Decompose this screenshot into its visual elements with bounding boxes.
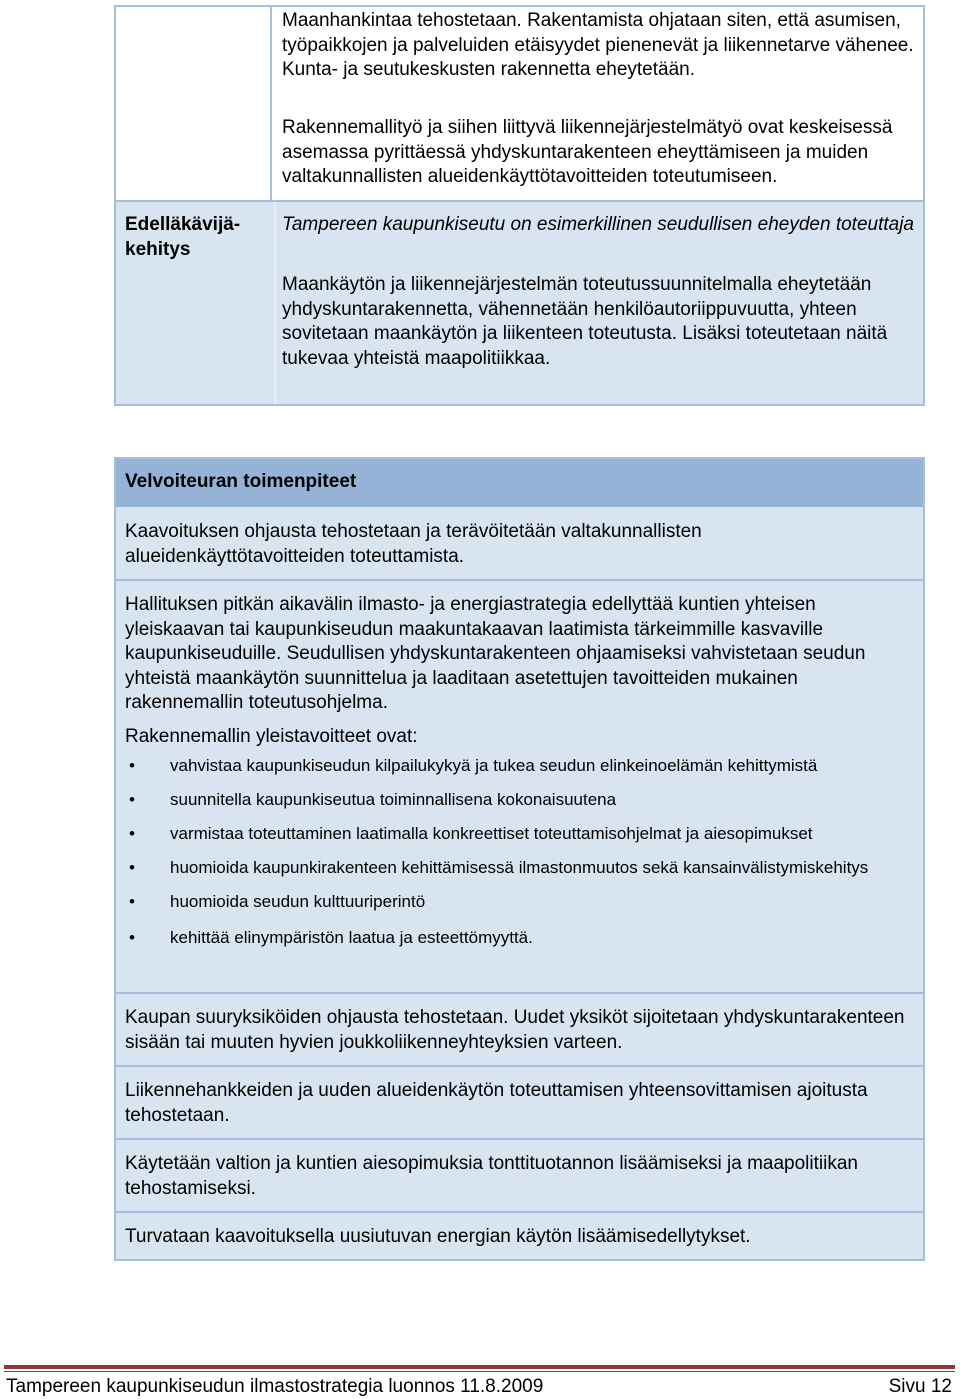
table-row-text: Turvataan kaavoituksella uusiutuvan energian käytön lisäämisedellytykset.	[125, 1226, 751, 1247]
footer-rule	[4, 1365, 955, 1369]
row-divider	[116, 200, 923, 202]
bullet-icon: •	[129, 824, 135, 843]
row-divider	[116, 992, 923, 994]
row-divider	[116, 1138, 923, 1140]
bullet-icon: •	[129, 790, 135, 809]
measures-table-upper	[114, 5, 925, 406]
list-item: • varmistaa toteuttaminen laatimalla konkreettiset toteuttamisohjelmat ja aiesopimukset	[129, 824, 813, 843]
list-item: • huomioida kaupunkirakenteen kehittämisessä ilmastonmuutos sekä kansainvälistymiskehitys	[129, 858, 869, 877]
italic-lead-paragraph: Tampereen kaupunkiseutu on esimerkillinen seudullisen eheyden toteuttaja	[282, 214, 914, 235]
table-row-text: Kaavoituksen ohjausta tehostetaan ja terävöitetään valtakunnallisten alueidenkäyttötavoitteiden toteuttamista.	[125, 521, 702, 567]
list-item: • suunnitella kaupunkiseutua toiminnallisena kokonaisuutena	[129, 790, 617, 809]
bullet-icon: •	[129, 756, 135, 775]
row-divider	[116, 1211, 923, 1213]
page-number: Sivu 12	[888, 1376, 952, 1397]
footer-rule-thin	[4, 1371, 955, 1372]
empty-label-cell	[116, 7, 272, 200]
list-item: • huomioida seudun kulttuuriperintö	[129, 892, 426, 911]
list-item: • vahvistaa kaupunkiseudun kilpailukykyä ja tukea seudun elinkeinoelämän kehittymistä	[129, 756, 818, 775]
measures-table-obligations	[114, 457, 925, 1261]
row-divider	[116, 1065, 923, 1067]
bullet-icon: •	[129, 892, 135, 911]
paragraph: Maanhankintaa tehostetaan. Rakentamista ohjataan siten, että asumisen, työpaikkojen ja palveluiden etäisyydet pienenevät ja liikennetarve vähenee. Kunta- ja seutukeskusten rakennetta eheytetään.	[282, 10, 914, 80]
table-header	[116, 459, 923, 507]
table-row-text: Liikennehankkeiden ja uuden alueidenkäytön toteuttamisen yhteensovittamisen ajoitusta tehostetaan.	[125, 1080, 868, 1126]
list-intro: Rakennemallin yleistavoitteet ovat:	[125, 726, 418, 747]
row-divider	[116, 579, 923, 581]
paragraph: Rakennemallityö ja siihen liittyvä liikennejärjestelmätyö ovat keskeisessä asemassa pyrittäessä yhdyskuntarakenteen eheyttämiseen ja muiden valtakunnallisten alueidenkäyttötavoitteiden toteutumiseen.	[282, 117, 893, 187]
footer-document-title: Tampereen kaupunkiseudun ilmastostrategia luonnos 11.8.2009	[6, 1376, 544, 1397]
row-label-edellakavijakehitys: Edelläkävijä- kehitys	[125, 214, 241, 260]
table-title: Velvoiteuran toimenpiteet	[125, 471, 357, 492]
column-divider	[274, 202, 276, 404]
bullet-icon: •	[129, 858, 135, 877]
bullet-icon: •	[129, 928, 135, 947]
table-row-text: Hallituksen pitkän aikavälin ilmasto- ja energiastrategia edellyttää kuntien yhteisen yleiskaavan tai kaupunkiseudun maakuntakaavan laatimista tärkeimmille kasvaville kaupunkiseuduille. Seudullisen yhdyskuntarakenteen ohjaamiseksi vahvistetaan seudun yhteistä maankäytön suunnittelua ja laaditaan asetettujen tavoitteiden mukainen rakennemallin toteutusohjelma.	[125, 594, 866, 713]
goals-list	[125, 755, 915, 949]
table-row-text: Kaupan suuryksiköiden ohjausta tehostetaan. Uudet yksiköt sijoitetaan yhdyskuntarakenteen sisään tai muuten hyvien joukkoliikenneyhteyksien varteen.	[125, 1007, 905, 1053]
paragraph: Maankäytön ja liikennejärjestelmän toteutussuunnitelmalla eheytetään yhdyskuntarakennetta, vähennetään henkilöautoriippuvuutta, yhteen sovitetaan maankäytön ja liikenteen toteutusta. Lisäksi toteutetaan näitä tukevaa yhteistä maapolitiikkaa.	[282, 274, 888, 369]
table-row-text: Käytetään valtion ja kuntien aiesopimuksia tonttituotannon lisäämiseksi ja maapolitiikan tehostamiseksi.	[125, 1153, 858, 1199]
list-item: • kehittää elinympäristön laatua ja esteettömyyttä.	[129, 928, 533, 947]
